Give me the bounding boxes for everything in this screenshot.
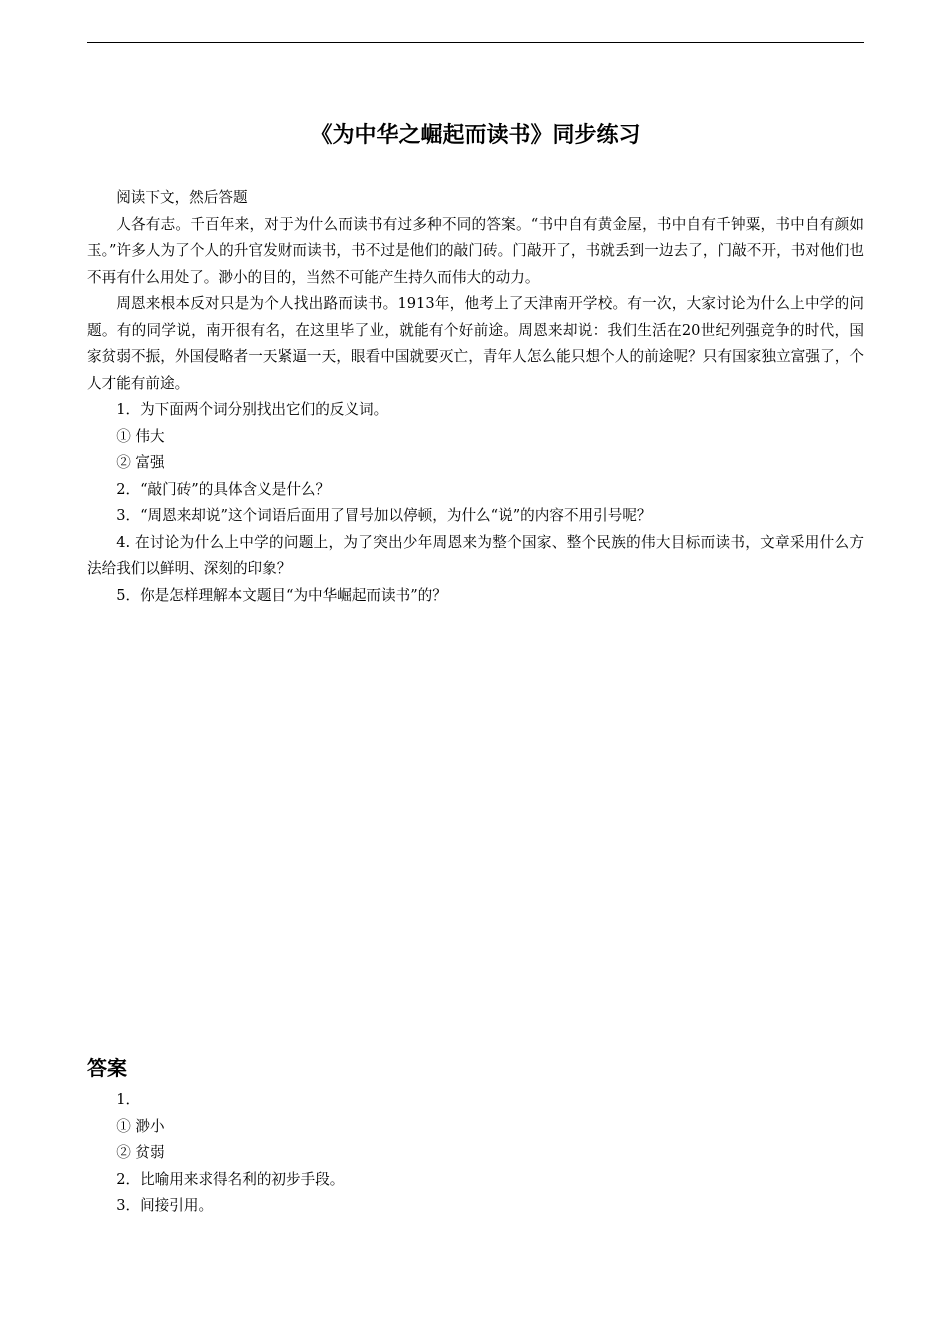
passage-paragraph-1: 人各有志。千百年来，对于为什么而读书有过多种不同的答案。“书中自有黄金屋，书中自有千钟粟，书中自有颜如玉。”许多人为了个人的升官发财而读书，书不过是他们的敲门砖。门敲开了，书就丢到一边去了，门敲不开，书对他们也不再有什么用处了。渺小的目的，当然不可能产生持久而伟大的动力。 (87, 215, 864, 286)
answer-1-item-2: ② 贫弱 (116, 1144, 165, 1161)
exercise-body (87, 185, 864, 609)
question-1-item-1: ① 伟大 (116, 427, 165, 445)
header-rule (87, 42, 864, 43)
question-3: 3．“周恩来却说”这个词语后面用了冒号加以停顿，为什么“说”的内容不用引号呢？ (116, 507, 652, 524)
answer-3: 3．间接引用。 (116, 1197, 214, 1214)
question-1: 1．为下面两个词分别找出它们的反义词。 (116, 401, 389, 418)
answer-1-item-1: ① 渺小 (116, 1117, 165, 1135)
passage-paragraph-2: 周恩来根本反对只是为个人找出路而读书。1913年，他考上了天津南开学校。有一次，大家讨论为什么上中学的问题。有的同学说，南开很有名，在这里毕了业，就能有个好前途。周恩来却说：我们生活在20世纪列强竞争的时代，国家贫弱不振，外国侵略者一天紧逼一天，眼看中国就要灭亡，青年人怎么能只想个人的前途呢？只有国家独立富强了，个人才能有前途。 (87, 295, 864, 392)
answer-list (87, 1087, 864, 1220)
question-1-item-2: ② 富强 (116, 454, 165, 471)
answer-heading: 答案 (87, 1056, 127, 1080)
page-title: 《为中华之崛起而读书》同步练习 (310, 123, 641, 148)
answer-1: 1． (116, 1091, 141, 1108)
answer-2: 2．比喻用来求得名利的初步手段。 (116, 1170, 345, 1188)
reading-instruction: 阅读下文，然后答题 (116, 189, 248, 206)
question-5: 5．你是怎样理解本文题目“为中华崛起而读书”的？ (116, 586, 447, 604)
question-2: 2．“敲门砖”的具体含义是什么？ (116, 480, 331, 498)
question-4: 4. 在讨论为什么上中学的问题上，为了突出少年周恩来为整个国家、整个民族的伟大目标而读书，文章采用什么方法给我们以鲜明、深刻的印象？ (87, 533, 864, 577)
